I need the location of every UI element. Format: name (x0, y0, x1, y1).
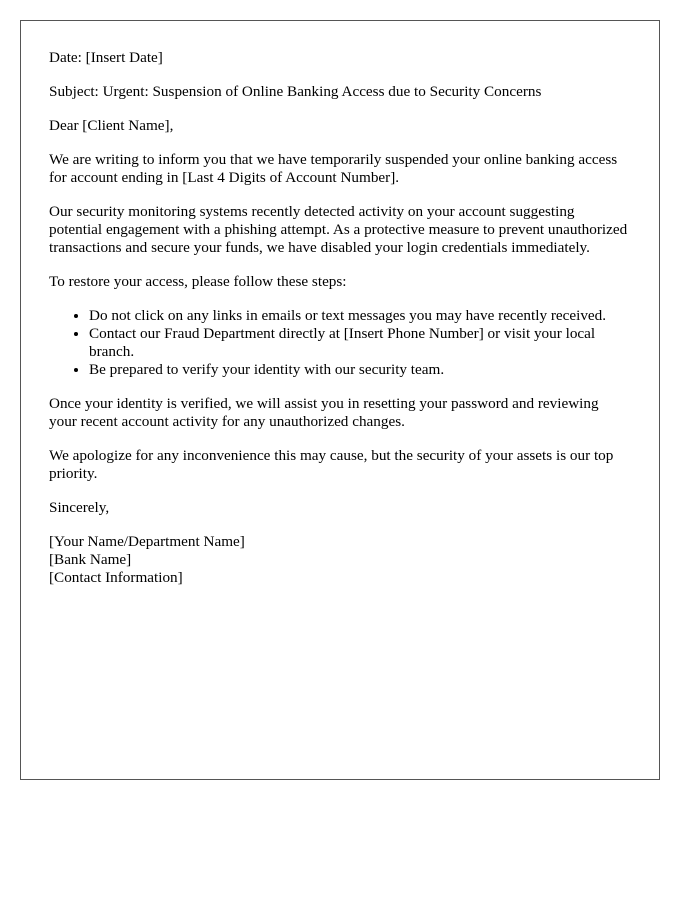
signature-bank: [Bank Name] (49, 551, 132, 568)
signature-block (49, 533, 629, 587)
signature-contact: [Contact Information] (49, 569, 183, 586)
list-item: • Be prepared to verify your identity with our security team. (89, 361, 629, 379)
list-item: • Contact our Fraud Department directly at [Insert Phone Number] or visit your local branch. (89, 325, 629, 361)
letter-subject: Subject: Urgent: Suspension of Online Banking Access due to Security Concerns (49, 83, 542, 100)
letter-paragraph-suspension-notice: We are writing to inform you that we have temporarily suspended your online banking access for account ending in [Last 4 Digits of Account Number]. (49, 151, 618, 186)
letter-paragraph-verification: Once your identity is verified, we will assist you in resetting your password and reviewing your recent account activity for any unauthorized changes. (49, 395, 599, 430)
letter-paragraph-apology: We apologize for any inconvenience this may cause, but the security of your assets is our top priority. (49, 447, 614, 482)
letter-closing: Sincerely, (49, 499, 110, 516)
steps-list (49, 307, 629, 379)
letter-date: Date: [Insert Date] (49, 49, 163, 66)
letter-salutation: Dear [Client Name], (49, 117, 174, 134)
signature-name: [Your Name/Department Name] (49, 533, 245, 550)
letter-container (20, 20, 660, 780)
letter-steps-intro: To restore your access, please follow these steps: (49, 273, 347, 290)
list-item: • Do not click on any links in emails or text messages you may have recently received. (89, 307, 629, 325)
letter-paragraph-security-detail: Our security monitoring systems recently detected activity on your account suggesting potential engagement with a phishing attempt. As a protective measure to prevent unauthorized transactions and secure your funds, we have disabled your login credentials immediately. (49, 203, 628, 256)
